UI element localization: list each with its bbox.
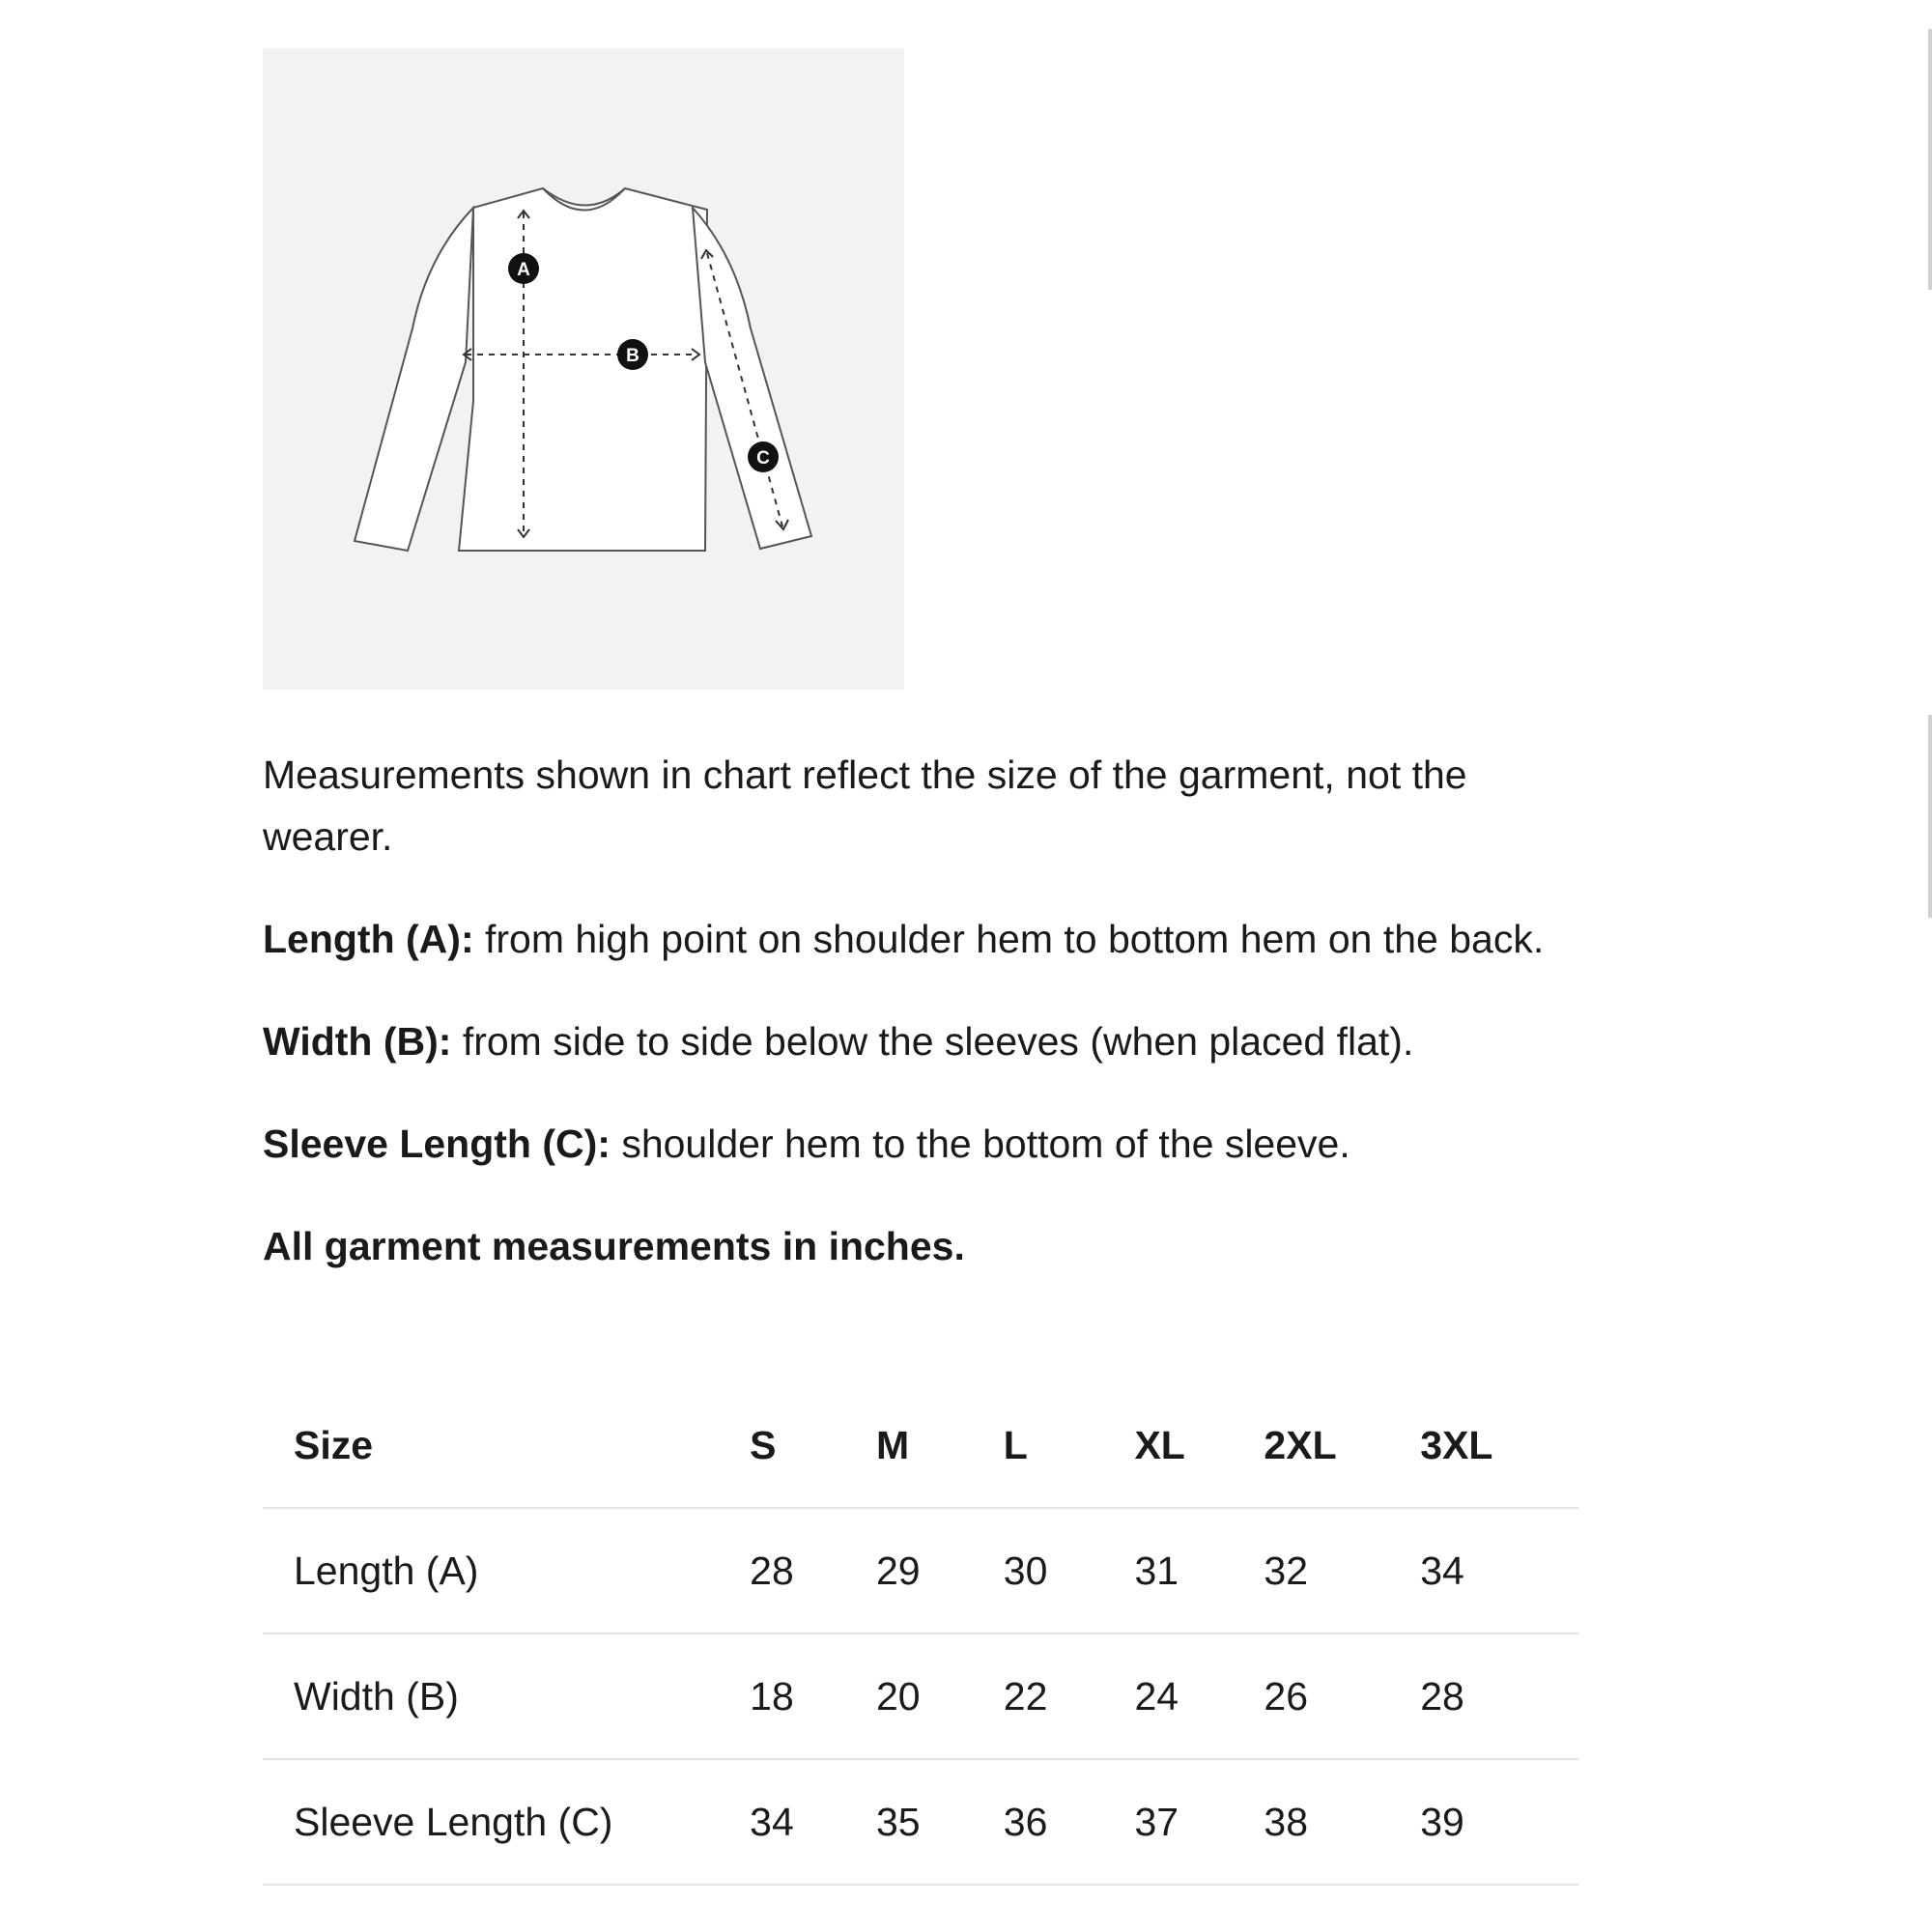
table-cell: 28 [1420, 1634, 1578, 1759]
adjacent-panel-edge [1928, 0, 1932, 1932]
row-label: Width (B) [263, 1634, 750, 1759]
table-cell: 18 [750, 1634, 876, 1759]
table-cell: 22 [1004, 1634, 1135, 1759]
units-note [263, 1215, 1596, 1277]
header-l: L [1004, 1383, 1135, 1508]
table-cell: 39 [1420, 1759, 1578, 1885]
table-header-row [263, 1383, 1578, 1508]
svg-text:C: C [756, 448, 770, 469]
header-size: Size [263, 1383, 750, 1508]
table-cell: 29 [876, 1508, 1004, 1634]
units-text: All garment measurements in inches. [263, 1224, 965, 1268]
table-cell: 28 [750, 1508, 876, 1634]
table-cell: 35 [876, 1759, 1004, 1885]
table-row [263, 1759, 1578, 1885]
sleeve-desc: shoulder hem to the bottom of the sleeve. [610, 1122, 1350, 1166]
header-2xl: 2XL [1264, 1383, 1420, 1508]
table-cell: 24 [1134, 1634, 1264, 1759]
table-cell: 34 [1420, 1508, 1578, 1634]
table-cell: 34 [750, 1759, 876, 1885]
table-row [263, 1634, 1578, 1759]
table-cell: 30 [1004, 1508, 1135, 1634]
marker-c-badge [748, 441, 779, 472]
size-chart-table [263, 1383, 1578, 1886]
garment-diagram [263, 48, 904, 690]
sweatshirt-outline-icon [263, 48, 904, 690]
width-desc: from side to side below the sleeves (when placed flat). [451, 1019, 1414, 1064]
header-xl: XL [1134, 1383, 1264, 1508]
table-row [263, 1508, 1578, 1634]
row-label: Length (A) [263, 1508, 750, 1634]
marker-b-badge [617, 339, 648, 370]
length-term: Length (A): [263, 917, 474, 961]
svg-text:A: A [517, 260, 530, 280]
table-cell: 36 [1004, 1759, 1135, 1885]
header-m: M [876, 1383, 1004, 1508]
marker-a-badge [508, 253, 539, 284]
table-cell: 37 [1134, 1759, 1264, 1885]
table-cell: 38 [1264, 1759, 1420, 1885]
length-note [263, 908, 1596, 970]
measurement-notes [263, 744, 1596, 1318]
table-cell: 26 [1264, 1634, 1420, 1759]
row-label: Sleeve Length (C) [263, 1759, 750, 1885]
table-cell: 32 [1264, 1508, 1420, 1634]
intro-note: Measurements shown in chart reflect the size of the garment, not the wearer. [263, 753, 1467, 859]
table-cell: 31 [1134, 1508, 1264, 1634]
table-cell: 20 [876, 1634, 1004, 1759]
header-3xl: 3XL [1420, 1383, 1578, 1508]
svg-text:B: B [626, 346, 639, 366]
length-desc: from high point on shoulder hem to bottom hem on the back. [473, 917, 1545, 961]
header-s: S [750, 1383, 876, 1508]
sleeve-note [263, 1113, 1596, 1175]
width-note [263, 1010, 1596, 1072]
sleeve-term: Sleeve Length (C): [263, 1122, 611, 1166]
width-term: Width (B): [263, 1019, 452, 1064]
partial-row-cutoff [263, 1886, 1578, 1932]
